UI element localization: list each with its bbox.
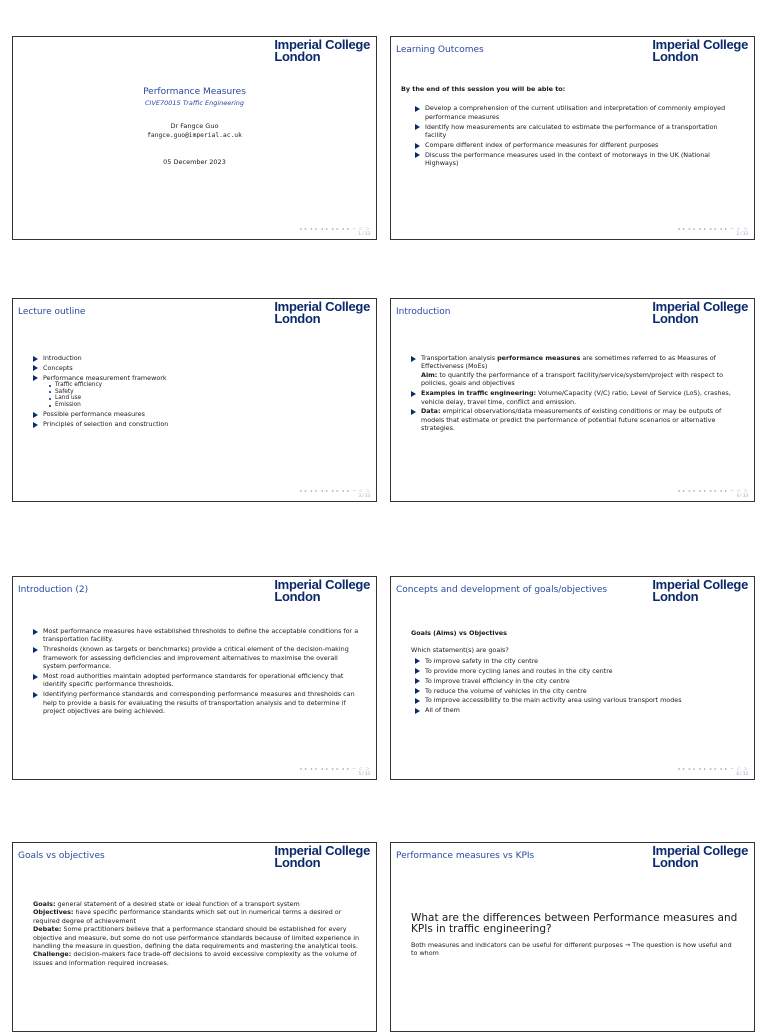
sub-item: Land use <box>49 395 362 402</box>
list-item: To reduce the volume of vehicles in the city centre <box>415 687 740 695</box>
slide-title: Learning Outcomes <box>396 45 484 55</box>
list-item: Data: empirical observations/data measurements of existing conditions or may be outputs of models that estimate or predict the performance of potential future scenarios or alternative strategies. <box>411 407 740 432</box>
list-item: Identifying performance standards and corresponding performance measures and thresholds can help to provide a basis for evaluating the results of transportation analysis and to determine if project objectives are being achieved. <box>33 690 362 715</box>
page-number: 3 / 33 <box>358 493 370 498</box>
list-item: Introduction <box>33 354 362 362</box>
debate-paragraph: Debate: Some practitioners believe that a performance standard should be established for every objective and measure, but some do not use performance standards because of limited experience in handling the measure in question, defining the data requirements and mastering the analytical tools. <box>33 925 360 951</box>
list-item: To improve accessibility to the main activity area using various transport modes <box>415 696 740 704</box>
presentation-date: 05 December 2023 <box>163 158 226 166</box>
list-item: Most performance measures have established thresholds to define the acceptable conditions for a transportation facility. <box>33 627 362 644</box>
list-item: Performance measurement framework Traffic efficiency Safety Land use Emission <box>33 374 362 409</box>
slide-nav[interactable]: ◂ ▸ ◂ ▸ ◂ ▸ ◂ ▸ ◂ ▸ ∽ ⊂ ⊃ 2 / 33 <box>677 226 748 236</box>
list-item: Compare different index of performance measures for different purposes <box>415 141 740 149</box>
imperial-logo: Imperial College London <box>274 577 370 604</box>
question: Which statement(s) are goals? <box>411 646 509 655</box>
slide-4 <box>390 298 755 502</box>
list-item: To provide more cycling lanes and routes in the city centre <box>415 667 740 675</box>
imperial-logo: Imperial College London <box>652 37 748 64</box>
goals-paragraph: Goals: general statement of a desired state or ideal function of a transport system <box>33 900 300 908</box>
page-number: 2 / 33 <box>736 231 748 236</box>
list-item: Transportation analysis performance measures are sometimes referred to as Measures of Effectiveness (MoEs) Aim: to quantify the performance of a transport facility/service/system/project with respect to policies, goals and objectives <box>411 354 740 388</box>
slide-title: Introduction (2) <box>18 585 89 595</box>
imperial-logo: Imperial College London <box>652 299 748 326</box>
slide-5 <box>12 576 377 780</box>
slide-title: Introduction <box>396 307 451 317</box>
list-item: To improve safety in the city centre <box>415 657 740 665</box>
slide-title: Lecture outline <box>18 307 86 317</box>
slide-3 <box>12 298 377 502</box>
list-item: Possible performance measures <box>33 410 362 418</box>
slide-nav[interactable]: ◂ ▸ ◂ ▸ ◂ ▸ ◂ ▸ ◂ ▸ ∽ ⊂ ⊃ 1 / 33 <box>299 226 370 236</box>
sub-item: Traffic efficiency <box>49 382 362 389</box>
imperial-logo: Imperial College London <box>652 843 748 870</box>
page-number: 1 / 33 <box>358 231 370 236</box>
page-number: 5 / 33 <box>358 771 370 776</box>
challenge-paragraph: Challenge: decision-makers face trade-off decisions to avoid excessive complexity as the volume of issues and information required increases. <box>33 950 357 967</box>
course-code: CIVE70015 Traffic Engineering <box>144 99 244 107</box>
slide-7 <box>12 842 377 1032</box>
list-item: Concepts <box>33 364 362 372</box>
list-item: Develop a comprehension of the current utilisation and interpretation of commonly employed performance measures <box>415 104 740 121</box>
presentation-title: Performance Measures <box>143 87 246 97</box>
slide-nav[interactable]: ◂ ▸ ◂ ▸ ◂ ▸ ◂ ▸ ◂ ▸ ∽ ⊂ ⊃ 6 / 33 <box>677 766 748 776</box>
slide-title: Goals vs objectives <box>18 851 105 861</box>
slide-8 <box>390 842 755 1032</box>
slide-title: Concepts and development of goals/objectives <box>396 585 608 595</box>
author-name: Dr Fangce Guo <box>170 122 219 130</box>
list-item: To improve travel efficiency in the city centre <box>415 677 740 685</box>
list-item: Thresholds (known as targets or benchmarks) provide a critical element of the decision-making framework for assessing deficiencies and improvement alternatives to maximise the overall system performance. <box>33 645 362 670</box>
slide-title: Performance measures vs KPIs <box>396 851 535 861</box>
slide-6 <box>390 576 755 780</box>
imperial-logo: Imperial College London <box>274 843 370 870</box>
slide-1 <box>12 36 377 240</box>
author-email: fangce.guo@imperial.ac.uk <box>147 132 242 139</box>
list-item: Most road authorities maintain adopted performance standards for operational efficiency that identify specific performance thresholds. <box>33 672 362 689</box>
slide-nav[interactable]: ◂ ▸ ◂ ▸ ◂ ▸ ◂ ▸ ◂ ▸ ∽ ⊂ ⊃ 5 / 33 <box>299 766 370 776</box>
page-number: 6 / 33 <box>736 771 748 776</box>
list-item: All of them <box>415 706 740 714</box>
sub-item: Emission <box>49 402 362 409</box>
answer-text: Both measures and indicators can be useful for different purposes → The question is how useful and to whom <box>411 941 732 958</box>
list-item: Principles of selection and construction <box>33 420 362 428</box>
list-item: Examples in traffic engineering: Volume/Capacity (V/C) ratio, Level of Service (LoS), crashes, vehicle delay, travel time, conflict and emission. <box>411 389 740 406</box>
section-heading: Goals (Aims) vs Objectives <box>411 629 507 637</box>
imperial-logo: Imperial College London <box>274 37 370 64</box>
imperial-logo: Imperial College London <box>274 299 370 326</box>
sub-item: Safety <box>49 389 362 396</box>
slide-nav[interactable]: ◂ ▸ ◂ ▸ ◂ ▸ ◂ ▸ ◂ ▸ ∽ ⊂ ⊃ 3 / 33 <box>299 488 370 498</box>
list-item: Discuss the performance measures used in the context of motorways in the UK (National Highways) <box>415 151 740 168</box>
intro-line: By the end of this session you will be able to: <box>401 85 566 93</box>
slide-nav[interactable]: ◂ ▸ ◂ ▸ ◂ ▸ ◂ ▸ ◂ ▸ ∽ ⊂ ⊃ 4 / 33 <box>677 488 748 498</box>
key-question: What are the differences between Performance measures and KPIs in traffic engineering? <box>411 912 738 935</box>
imperial-logo: Imperial College London <box>652 577 748 604</box>
objectives-paragraph: Objectives: have specific performance standards which set out in numerical terms a desired or required degree of achievement <box>33 908 342 925</box>
slide-2 <box>390 36 755 240</box>
page-number: 4 / 33 <box>736 493 748 498</box>
list-item: Identify how measurements are calculated to estimate the performance of a transportation facility <box>415 123 740 140</box>
